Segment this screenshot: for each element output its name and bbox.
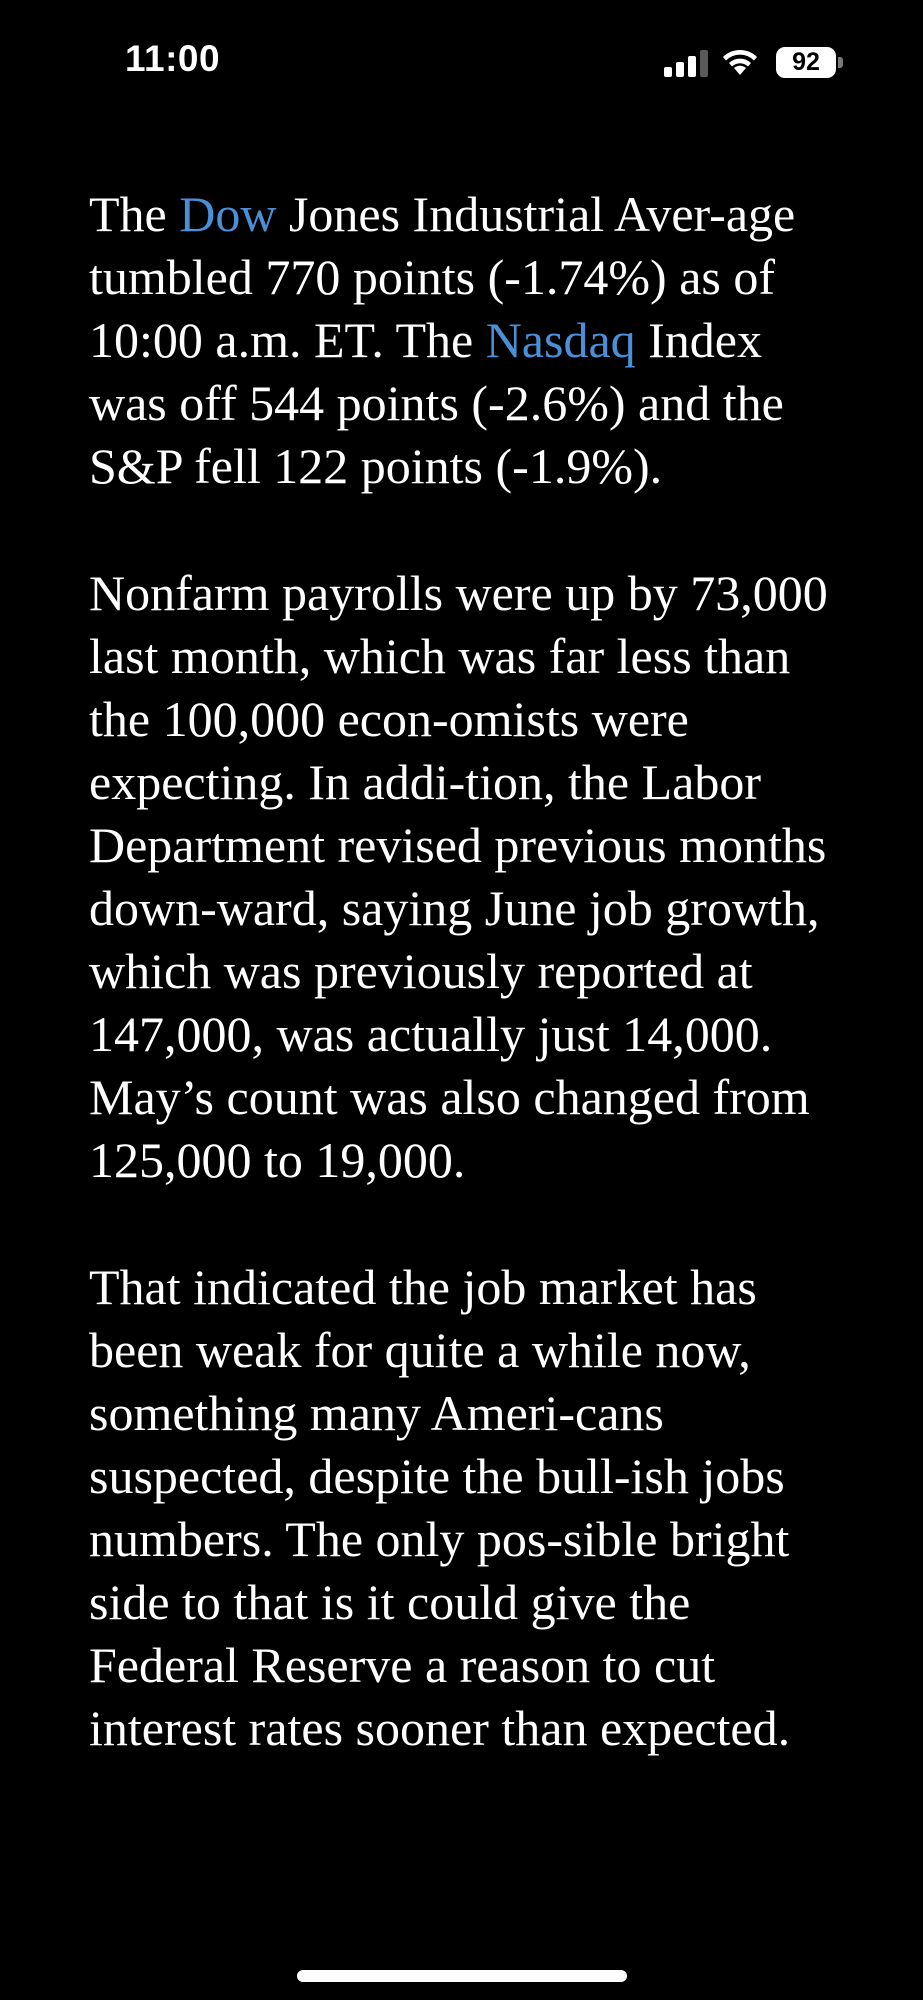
article-paragraph-3: That indicated the job market has been weak for quite a while now, something many Ameri-cans suspected, despite the bull-ish jobs numbers. The only pos-sible bright side to that is it could give the Federal Reserve a reason to cut interest rates sooner than expected. (89, 1259, 791, 1756)
article-body (89, 183, 849, 1824)
battery-icon (776, 47, 836, 78)
wifi-icon (720, 47, 760, 77)
paragraph-1-text-a: The (89, 186, 180, 242)
status-icons (664, 44, 843, 80)
paragraph-1-text-c: Index was off 544 points (-2.6%) and the S&P fell 122 points (-1.9%). (89, 312, 784, 494)
cellular-signal-icon (664, 47, 710, 77)
dow-link[interactable]: Dow (179, 186, 277, 242)
status-time: 11:00 (125, 38, 221, 79)
paragraph-1-text-b: Jones Industrial Aver-age tumbled 770 points (-1.74%) as of 10:00 a.m. ET. The (89, 186, 796, 368)
article-paragraph-1 (89, 183, 849, 498)
article-paragraph-2: Nonfarm payrolls were up by 73,000 last month, which was far less than the 100,000 econ-omists were expecting. In addi-tion, the Labor Department revised previous months down-ward, saying June job growth, which was previously reported at 147,000, was actually just 14,000. May’s count was also changed from 125,000 to 19,000. (89, 565, 828, 1188)
battery-level: 92 (792, 47, 820, 76)
nasdaq-link[interactable]: Nasdaq (485, 312, 636, 368)
battery-cap (838, 57, 843, 68)
home-indicator[interactable] (297, 1970, 627, 1982)
status-bar (0, 0, 923, 120)
